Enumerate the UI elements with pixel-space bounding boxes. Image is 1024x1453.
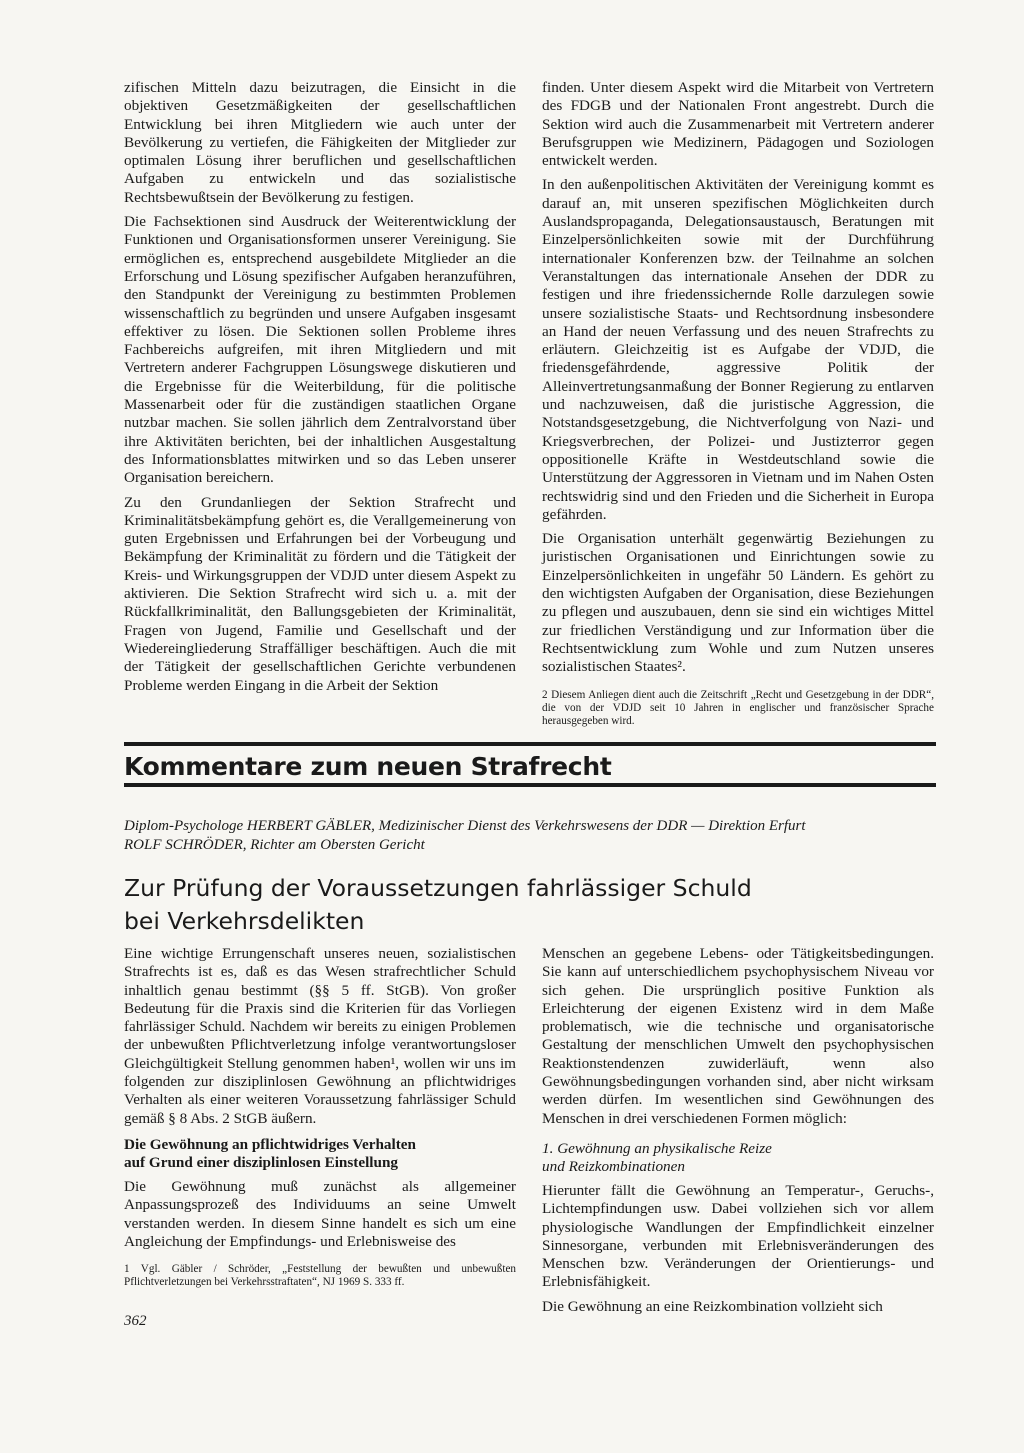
- subheading-line: und Reizkombinationen: [542, 1157, 685, 1175]
- section-rule-bottom: [124, 783, 936, 787]
- author-line: [124, 817, 936, 855]
- section-title: Kommentare zum neuen Strafrecht: [124, 752, 612, 781]
- article-title-line: bei Verkehrsdelikten: [124, 907, 365, 935]
- section-rule-top: [124, 742, 936, 746]
- top-left-column: [124, 79, 516, 701]
- subheading-line: Die Gewöhnung an pflichtwidriges Verhalten: [124, 1135, 416, 1153]
- top-right-column: [542, 79, 934, 728]
- paragraph: zifischen Mitteln dazu beizutragen, die Einsicht in die objektiven Gesetzmäßigkeiten der gesellschaftlichen Entwicklung bei ihren Mitgliedern wie auch unter der Bevölkerung zu vertiefen, die Fähigkeiten der Mitglieder zur optimalen Lösung ihrer beruflichen und gesellschaftlichen Aufgaben zu entwickeln und das sozialistische Rechtsbewußtsein der Bevölkerung zu festigen.: [124, 79, 516, 206]
- paragraph: Die Organisation unterhält gegenwärtig Beziehungen zu juristischen Organisationen und Einrichtungen sowie zu Einzelpersönlichkeiten in ungefähr 50 Ländern. Es gehört zu den wichtigsten Aufgaben der Organisation, diese Beziehungen zu pflegen und auszubauen, denn sie sind ein wichtiges Mittel zur friedlichen Verständigung und zur Information über die Rechtsentwicklung zum Wohle und zum Nutzen unseres sozialistischen Staates².: [542, 530, 934, 676]
- paragraph: In den außenpolitischen Aktivitäten der Vereinigung kommt es darauf an, mit unseren spezifischen Möglichkeiten durch Auslandspropaganda, Delegationsaustausch, Beratungen mit Einzelpersönlichkeiten sowie mit der Durchführung internationaler Konferenzen bzw. der Teilnahme an solchen Veranstaltungen das internationale Ansehen der DDR zu festigen und ihre friedenssichernde Rolle darzulegen sowie unsere sozialistische Staats- und Rechtsordnung insbesondere an Hand der neuen Verfassung und des neuen Strafrechts zu erläutern. Gleichzeitig ist es Aufgabe der VDJD, die friedensgefährdende, aggressive Politik der Alleinvertretungsanmaßung der Bonner Regierung zu entlarven und nachzuweisen, daß die juristische Aggression, die Notstandsgesetzgebung, die Nichtverfolgung von Nazi- und Kriegsverbrechen, der Polizei- und Justizterror gegen oppositionelle Kräfte in Westdeutschland sowie die Unterstützung der Aggressoren in Vietnam und im Nahen Osten rechtswidrig sind und den Frieden und die Sicherheit in Europa gefährden.: [542, 176, 934, 523]
- subheading: [542, 1140, 934, 1176]
- subheading-line: 1. Gewöhnung an physikalische Reize: [542, 1139, 772, 1157]
- article-right-column: [542, 945, 934, 1322]
- author-2: ROLF SCHRÖDER, Richter am Obersten Gericht: [124, 837, 425, 853]
- subheading: [124, 1136, 516, 1172]
- paragraph: Menschen an gegebene Lebens- oder Tätigkeitsbedingungen. Sie kann auf unterschiedlichem psychophysischem Niveau vor sich gehen. Die ursprünglich positive Funktion als Erleichterung der eigenen Existenz wird in dem Maße problematisch, wie die technische und organisatorische Gestaltung der menschlichen Umwelt den psychophysischen Reaktionstendenzen zuwiderläuft, wenn also Gewöhnungsbedingungen vorhanden sind, aber nicht wirksam werden dürfen. Im wesentlichen sind Gewöhnungen des Menschen in drei verschiedenen Formen möglich:: [542, 945, 934, 1127]
- paragraph: Die Gewöhnung an eine Reizkombination vollzieht sich: [542, 1297, 883, 1315]
- paragraph: Die Fachsektionen sind Ausdruck der Weiterentwicklung der Funktionen und Organisationsformen unserer Vereinigung. Sie ermöglichen es, entsprechend ausgebildete Mitglieder an die Erforschung und Lösung spezifischer Aufgaben heranzuführen, den Standpunkt der Vereinigung zu bestimmten Problemen wissenschaftlich zu begründen und unsere Aufgaben insgesamt effektiver zu lösen. Die Sektionen sollen Probleme ihres Fachbereichs aufgreifen, mit ihren Mitgliedern und mit Vertretern anderer Fachgruppen Lösungswege diskutieren und die Ergebnisse für die Weiterbildung, für die politische Massenarbeit oder für die zuständigen staatlichen Organe nutzbar machen. Sie sollen jährlich dem Zentralvorstand über ihre Aktivitäten berichten, bei der inhaltlichen Ausgestaltung des Informationsblattes mitwirken und so das Leben unserer Organisation bereichern.: [124, 213, 516, 487]
- page-number: 362: [124, 1313, 147, 1329]
- footnote: 1 Vgl. Gäbler / Schröder, „Feststellung der bewußten und unbewußten Pflichtverletzungen bei Verkehrsstraftaten“, NJ 1969 S. 333 ff.: [124, 1263, 516, 1289]
- paragraph: Zu den Grundanliegen der Sektion Strafrecht und Kriminalitätsbekämpfung gehört es, die Verallgemeinerung von guten Ergebnissen und Erfahrungen bei der Vorbeugung und Bekämpfung der Kriminalität zu fördern und die Tätigkeit der Kreis- und Wirkungsgruppen der VDJD unter diesem Aspekt zu aktivieren. Die Sektion Strafrecht wird sich u. a. mit der Rückfallkriminalität, den Ballungsgebieten der Kriminalität, Fragen von Jugend, Familie und Gesellschaft und der Wiedereingliederung Straffälliger beschäftigen. Auch die mit der Tätigkeit der gesellschaftlichen Gerichte verbundenen Probleme werden Eingang in die Arbeit der Sektion: [124, 493, 516, 694]
- paragraph: Hierunter fällt die Gewöhnung an Temperatur-, Geruchs-, Lichtempfindungen usw. Dabei vollziehen sich vor allem physiologische Wandlungen der Empfindlichkeit einzelner Sinnesorgane, verbunden mit Erlebnisveränderungen des Menschen bzw. Veränderungen der Orientierungs- und Erlebnisfähigkeit.: [542, 1181, 934, 1291]
- paragraph: Die Gewöhnung muß zunächst als allgemeiner Anpassungsprozeß des Individuums an seine Umwelt verstanden werden. In diesem Sinne handelt es sich um eine Angleichung der Empfindungs- und Erlebnisweise des: [124, 1177, 516, 1250]
- subheading-line: auf Grund einer disziplinlosen Einstellung: [124, 1153, 399, 1171]
- footnote: 2 Diesem Anliegen dient auch die Zeitschrift „Recht und Gesetzgebung in der DDR“, die von der VDJD seit 10 Jahren in englischer und französischer Sprache herausgegeben wird.: [542, 688, 934, 727]
- paragraph: finden. Unter diesem Aspekt wird die Mitarbeit von Vertretern des FDGB und der Nationalen Front angestrebt. Durch die Sektion wird auch die Zusammenarbeit mit Vertretern anderer Berufsgruppen wie Medizinern, Pädagogen und Soziologen entwickelt werden.: [542, 79, 934, 170]
- paragraph: Eine wichtige Errungenschaft unseres neuen, sozialistischen Strafrechts ist es, daß es das Wesen strafrechtlicher Schuld inhaltlich genau bestimmt (§§ 5 ff. StGB). Von großer Bedeutung für die Praxis sind die Kriterien für das Vorliegen fahrlässiger Schuld. Nachdem wir bereits zu einigen Problemen der unbewußten Pflichtverletzung infolge verantwortungsloser Gleichgültigkeit Stellung genommen haben¹, wollen wir uns im folgenden zur disziplinlosen Gewöhnung an pflichtwidriges Verhalten als einer weiteren Voraussetzung fahrlässiger Schuld gemäß § 8 Abs. 2 StGB äußern.: [124, 945, 516, 1127]
- article-title: [124, 872, 936, 938]
- article-title-line: Zur Prüfung der Voraussetzungen fahrlässiger Schuld: [124, 874, 752, 902]
- article-left-column: [124, 945, 516, 1290]
- author-1: Diplom-Psychologe HERBERT GÄBLER, Medizinischer Dienst des Verkehrswesens der DDR — Direktion Erfurt: [124, 818, 806, 834]
